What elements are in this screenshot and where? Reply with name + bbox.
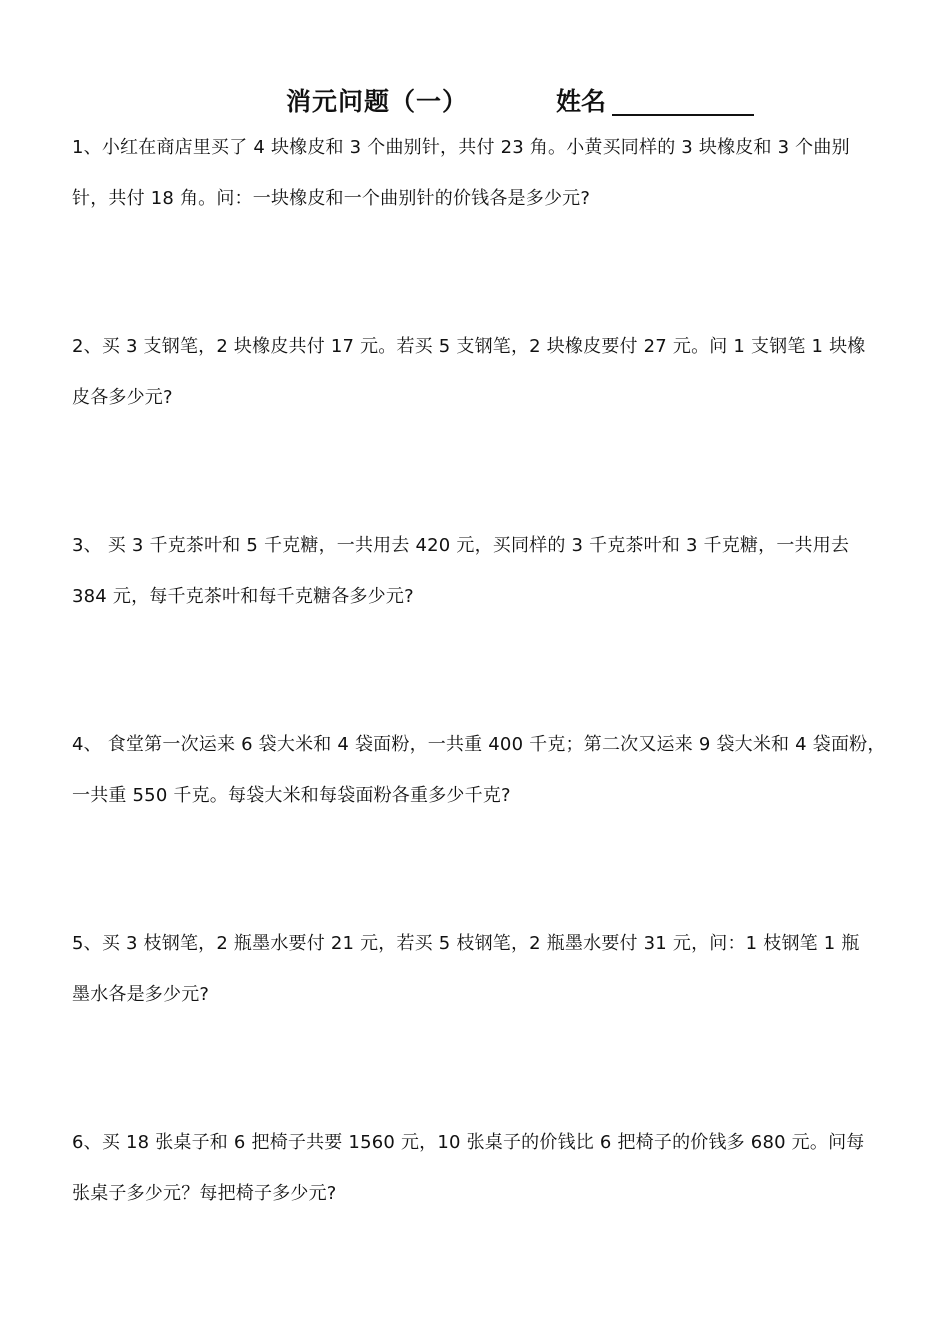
worksheet-header [0, 78, 950, 126]
question-line: 5、买 3 枝钢笔，2 瓶墨水要付 21 元，若买 5 枝钢笔，2 瓶墨水要付 31 元，问：1 枝钢笔 1 瓶 [72, 933, 860, 954]
question-6 [72, 1117, 892, 1219]
question-line: 皮各多少元? [72, 387, 173, 408]
question-line: 1、小红在商店里买了 4 块橡皮和 3 个曲别针，共付 23 角。小黄买同样的 3 块橡皮和 3 个曲别 [72, 137, 850, 158]
name-label: 姓名 [556, 87, 607, 116]
question-line: 3、 买 3 千克茶叶和 5 千克糖，一共用去 420 元，买同样的 3 千克茶叶和 3 千克糖，一共用去 [72, 535, 850, 556]
question-5 [72, 918, 892, 1020]
name-blank-line [612, 114, 754, 116]
question-line: 针，共付 18 角。问：一块橡皮和一个曲别针的价钱各是多少元? [72, 188, 591, 209]
question-line: 张桌子多少元？每把椅子多少元? [72, 1183, 337, 1204]
question-2 [72, 321, 892, 423]
question-line: 6、买 18 张桌子和 6 把椅子共要 1560 元，10 张桌子的价钱比 6 把椅子的价钱多 680 元。问每 [72, 1132, 865, 1153]
question-1 [72, 122, 892, 224]
question-line: 2、买 3 支钢笔，2 块橡皮共付 17 元。若买 5 支钢笔，2 块橡皮要付 27 元。问 1 支钢笔 1 块橡 [72, 336, 866, 357]
question-line: 384 元，每千克茶叶和每千克糖各多少元? [72, 586, 414, 607]
worksheet-title: 消元问题（一） [286, 87, 469, 116]
question-3 [72, 520, 892, 622]
question-4 [72, 719, 892, 821]
question-line: 一共重 550 千克。每袋大米和每袋面粉各重多少千克? [72, 785, 511, 806]
question-line: 墨水各是多少元? [72, 984, 210, 1005]
question-line: 4、 食堂第一次运来 6 袋大米和 4 袋面粉，一共重 400 千克；第二次又运来 9 袋大米和 4 袋面粉， [72, 734, 886, 755]
